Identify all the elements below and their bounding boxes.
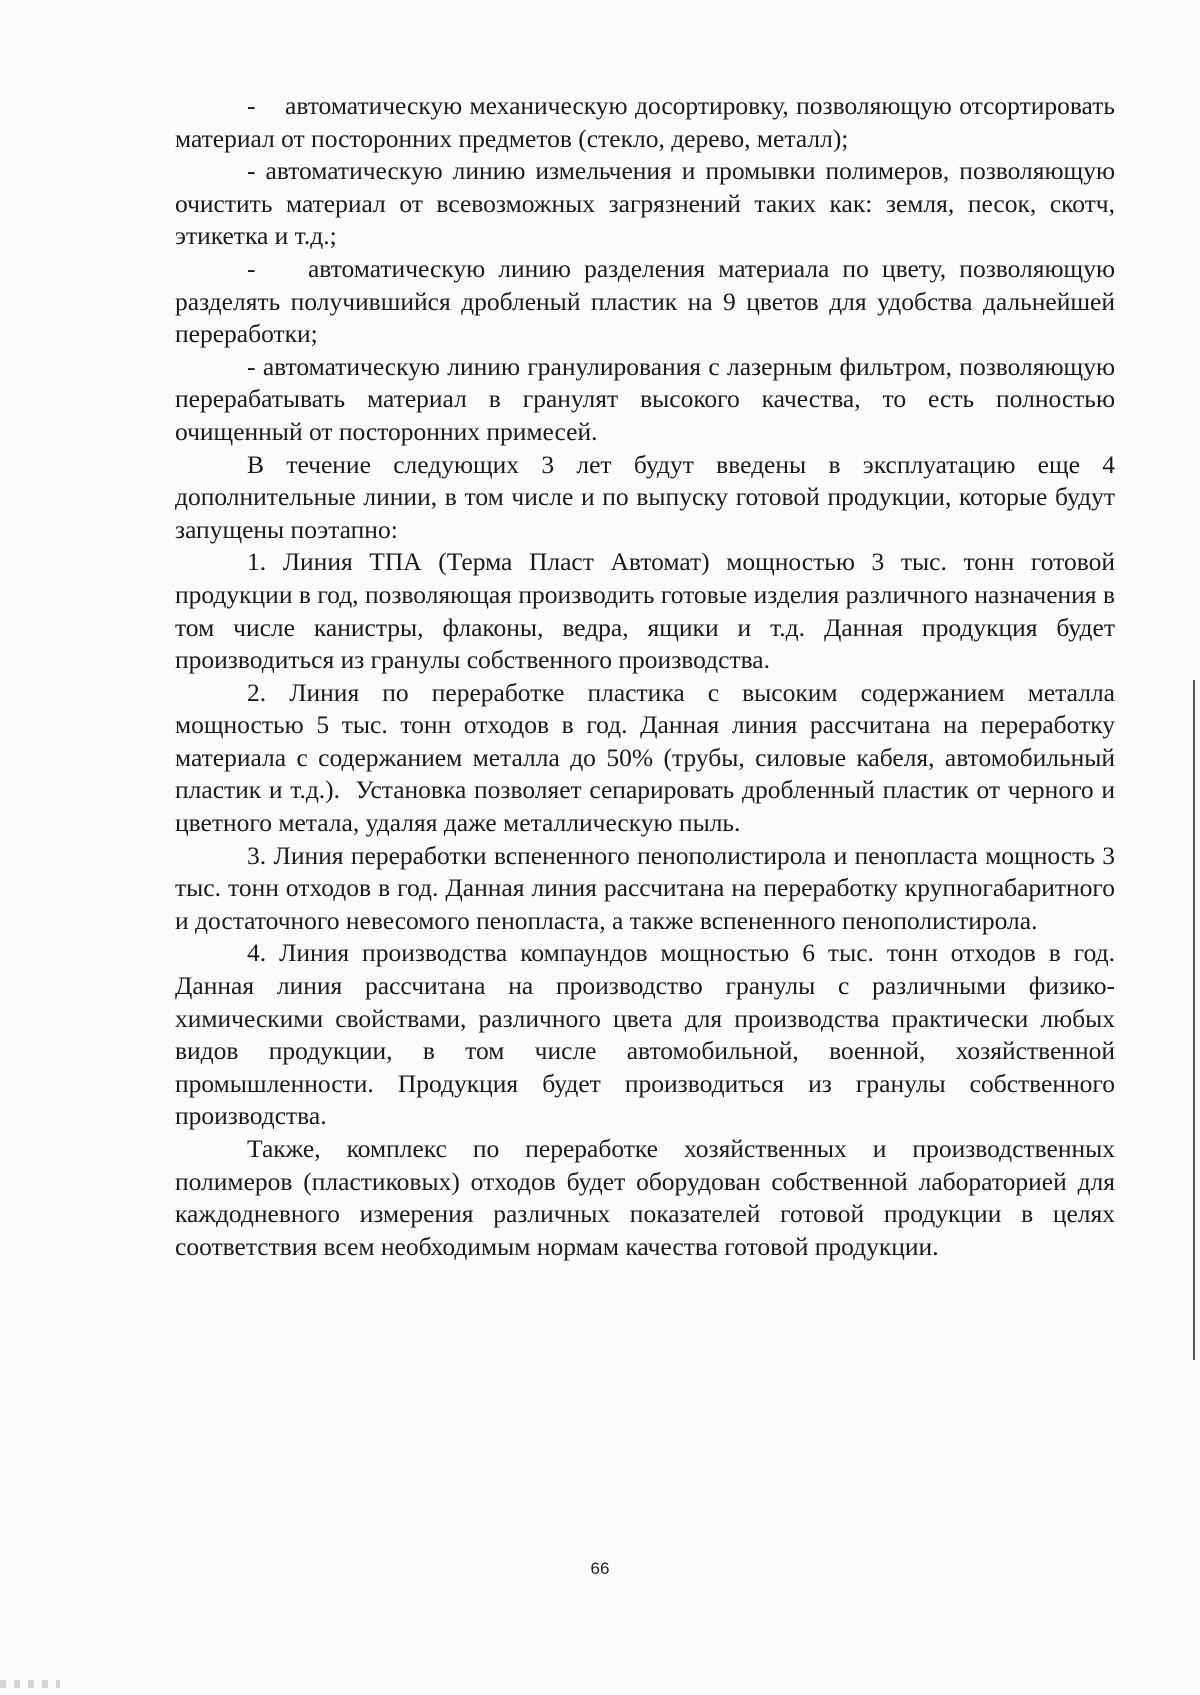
paragraph-line-4: 4. Линия производства компаундов мощностью 6 тыс. тонн отходов в год. Данная линия рассчитана на производство гранулы с различными физико-химическими свойствами, различного цвета для производства практически любых видов продукции, в том числе автомобильной, военной, хозяйственной промышленности. Продукция будет производиться из гранулы собственного производства. [175, 938, 1115, 1131]
document-body [175, 90, 1115, 1263]
paragraph-bullet-washing: - автоматическую линию измельчения и промывки полимеров, позволяющую очистить материал от всевозможных загрязнений таких как: земля, песок, скотч, этикетка и т.д.; [175, 156, 1115, 251]
paragraph-bullet-color-separation: - автоматическую линию разделения материала по цвету, позволяющую разделять получившийся дробленый пластик на 9 цветов для удобства дальнейшей переработки; [175, 253, 1115, 349]
scan-artifact [0, 1680, 60, 1688]
paragraph-line-1: 1. Линия ТПА (Терма Пласт Автомат) мощностью 3 тыс. тонн готовой продукции в год, позволяющая производить готовые изделия различного назначения в том числе канистры, флаконы, ведра, ящики и т.д. Данная продукция будет производиться из гранулы собственного производства. [175, 547, 1115, 675]
paragraph-laboratory: Также, комплекс по переработке хозяйственных и производственных полимеров (пластиковых) отходов будет оборудован собственной лабораторией для каждодневного измерения различных показателей готовой продукции в целях соответствия всем необходимым нормам качества готовой продукции. [175, 1134, 1115, 1261]
page-number: 66 [590, 1559, 610, 1578]
paragraph-line-2: 2. Линия по переработке пластика с высоким содержанием металла мощностью 5 тыс. тонн отходов в год. Данная линия рассчитана на переработку материала с содержанием металла до 50% (трубы, силовые кабеля, автомобильный пластик и т.д.). Установка позволяет сепарировать дробленный пластик от черного и цветного метала, удаляя даже металлическую пыль. [175, 677, 1115, 838]
paragraph-line-3: 3. Линия переработки вспененного пенополистирола и пенопласта мощность 3 тыс. тонн отходов в год. Данная линия рассчитана на переработку крупногабаритного и достаточного невесомого пенопласта, а также вспененного пенополистирола. [175, 840, 1115, 935]
scan-edge-line [1193, 680, 1195, 1360]
paragraph-bullet-granulation: - автоматическую линию гранулирования с лазерным фильтром, позволяющую перерабатывать материал в гранулят высокого качества, то есть полностью очищенный от посторонних примесей. [175, 351, 1115, 446]
paragraph-new-lines-intro: В течение следующих 3 лет будут введены в эксплуатацию еще 4 дополнительные линии, в том числе и по выпуску готовой продукции, которые будут запущены поэтапно: [175, 449, 1115, 544]
paragraph-bullet-sorting: - автоматическую механическую досортировку, позволяющую отсортировать материал от посторонних предметов (стекло, дерево, металл); [175, 91, 1115, 153]
